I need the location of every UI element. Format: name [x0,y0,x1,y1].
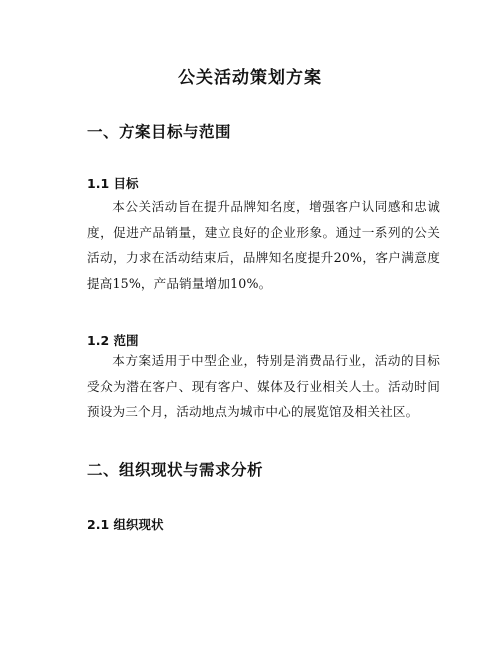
document-title: 公关活动策划方案 [178,68,322,88]
paragraph-goals: 本公关活动旨在提升品牌知名度，增强客户认同感和忠诚度，促进产品销量，建立良好的企业形象。通过一系列的公关活动，力求在活动结束后，品牌知名度提升20%，客户满意度提高15%，产品销量增加10%。 [87,199,440,291]
paragraph-scope: 本方案适用于中型企业，特别是消费品行业，活动的目标受众为潜在客户、现有客户、媒体及行业相关人士。活动时间预设为三个月，活动地点为城市中心的展览馆及相关社区。 [87,353,440,419]
subsection-heading-org-status: 2.1 组织现状 [87,517,164,532]
section-heading-goals-scope: 一、方案目标与范围 [87,123,232,141]
subsection-heading-goals: 1.1 目标 [87,176,139,191]
subsection-heading-scope: 1.2 范围 [87,333,139,348]
section-heading-org-analysis: 二、组织现状与需求分析 [87,461,264,479]
